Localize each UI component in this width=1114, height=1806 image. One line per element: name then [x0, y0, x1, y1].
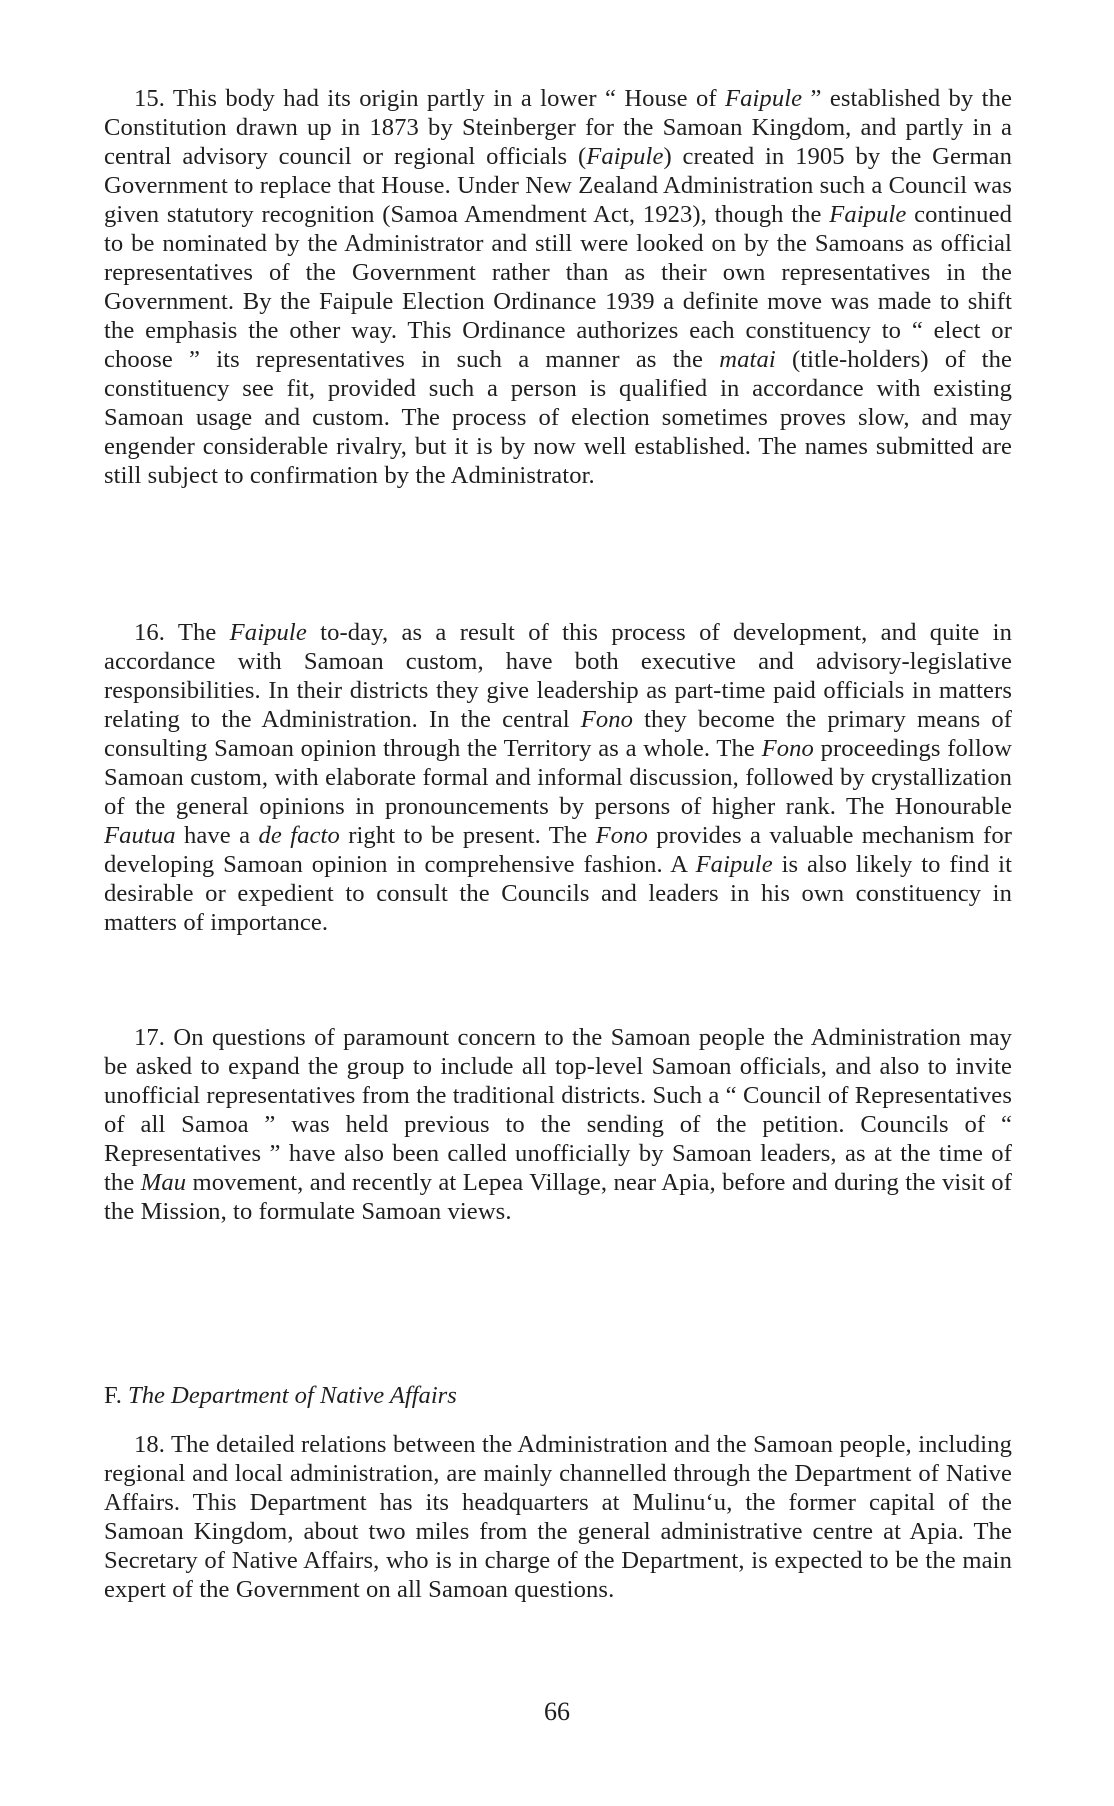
italic-term: Mau [140, 1169, 187, 1196]
paragraph-16 [104, 618, 1012, 937]
page-number: 66 [544, 1697, 570, 1726]
text-run: 18. The detailed relations between the Administration and the Samoan people, including regional and local administration, are mainly channelled through the Department of Native Affairs. This Department has its headquarters at Mulinu‘u, the former capital of the Samoan Kingdom, about two miles from the general administrative centre at Apia. The Secretary of Native Affairs, who is in charge of the Department, is expected to be the main expert of the Government on all Samoan questions. [104, 1431, 1012, 1603]
text-run: to-day, as a result of this process of development, and quite in accordance with Samoan custom, have both executive and advisory-legislative responsibilities. In their districts they give leadership as part-time paid officials in matters relating to the Administration. In the central [104, 619, 1012, 733]
text-run: continued to be nominated by the Administrator and still were looked on by the Samoans as official representatives of the Government rather than as their own representatives in the Government. By the Faipule Election Ordinance 1939 a definite move was made to shift the emphasis the other way. This Ordinance authorizes each constituency to “ elect or choose ” its representatives in such a manner as the [104, 201, 1012, 373]
italic-term: Faipule [724, 85, 803, 112]
paragraph-17 [104, 1023, 1012, 1226]
italic-term: de facto [258, 822, 340, 849]
italic-term: matai [719, 346, 776, 373]
paragraph-18 [104, 1430, 1012, 1604]
italic-term: Fautua [104, 822, 176, 849]
text-run: 16. The [134, 619, 230, 646]
italic-term: Faipule [586, 143, 664, 170]
text-run: right to be present. The [339, 822, 596, 849]
section-title: The Department of Native Affairs [128, 1382, 457, 1409]
text-run: proceedings follow Samoan custom, with elaborate formal and informal discussion, followed by crystallization of the general opinions in pronouncements by persons of higher rank. The Honourable [104, 735, 1013, 820]
section-letter: F. [104, 1382, 122, 1409]
text-run: ) created in 1905 by the German Government to replace that House. Under New Zealand Administration such a Council was given statutory recognition (Samoa Amendment Act, 1923), though the [104, 143, 1012, 228]
text-run: is also likely to find it desirable or expedient to consult the Councils and leaders in his own constituency in matters of importance. [104, 851, 1013, 936]
text-run: 17. On questions of paramount concern to the Samoan people the Administration may be asked to expand the group to include all top-level Samoan officials, and also to invite unofficial representatives from the traditional districts. Such a “ Council of Representatives of all Samoa ” was held previous to the sending of the petition. Councils of “ Representatives ” have also been called unofficially by Samoan leaders, as at the time of the [104, 1024, 1012, 1196]
text-run: they become the primary means of consulting Samoan opinion through the Territory as a whole. The [104, 706, 1013, 762]
italic-term: Faipule [695, 851, 773, 878]
italic-term: Fono [595, 822, 648, 849]
section-heading [104, 1381, 457, 1410]
text-run: (title-holders) of the constituency see fit, provided such a person is qualified in accordance with existing Samoan usage and custom. The process of election sometimes proves slow, and may engender considerable rivalry, but it is by now well established. The names submitted are still subject to confirmation by the Administrator. [104, 346, 1013, 489]
text-run: ” established by the Constitution drawn up in 1873 by Steinberger for the Samoan Kingdom, and partly in a central advisory council or regional officials ( [104, 85, 1012, 170]
italic-term: Fono [761, 735, 814, 762]
text-run: movement, and recently at Lepea Village, near Apia, before and during the visit of the Mission, to formulate Samoan views. [104, 1169, 1012, 1225]
text-run: provides a valuable mechanism for developing Samoan opinion in comprehensive fashion. A [104, 822, 1013, 878]
italic-term: Fono [580, 706, 634, 733]
italic-term: Faipule [229, 619, 307, 646]
text-run: have a [175, 822, 259, 849]
text-run: 15. This body had its origin partly in a lower “ House of [134, 85, 725, 112]
italic-term: Faipule [829, 201, 907, 228]
paragraph-15 [104, 84, 1012, 490]
